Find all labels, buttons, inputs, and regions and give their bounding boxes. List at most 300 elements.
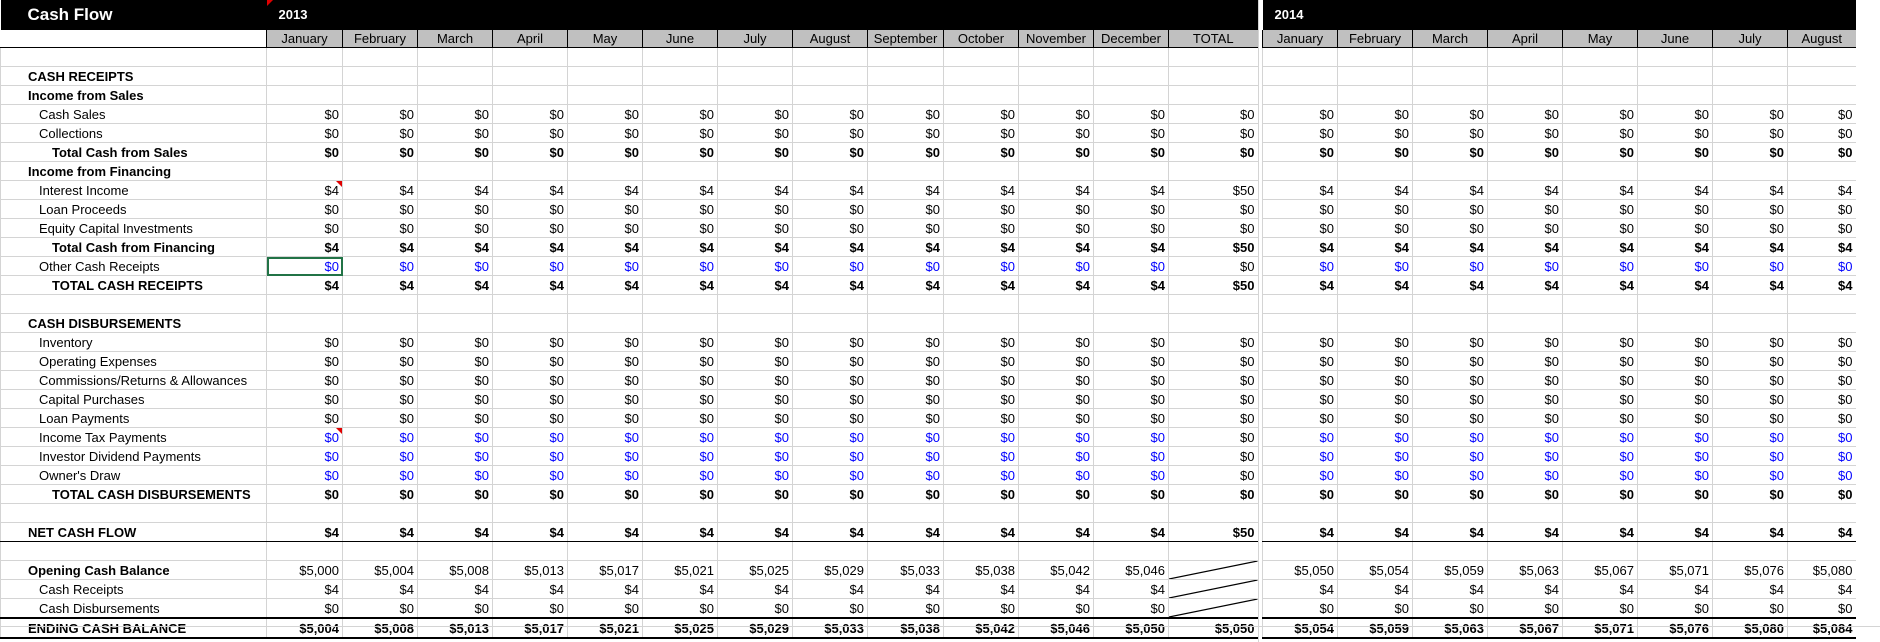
cell-total_receipts-2013-11[interactable]: $4 — [1094, 276, 1169, 295]
comment-indicator-icon[interactable] — [267, 0, 273, 6]
cell-spacer1-2013-10[interactable] — [1019, 48, 1094, 67]
cell-income_tax-2013-7[interactable]: $0 — [793, 428, 868, 447]
cell-inventory-2014-0[interactable]: $0 — [1263, 333, 1338, 352]
cell-spacer1-2013-12[interactable] — [1169, 48, 1259, 67]
cell-loan_proceeds-2013-6[interactable]: $0 — [718, 200, 793, 219]
cell-income_tax-2013-5[interactable]: $0 — [643, 428, 718, 447]
cell-cash_disbursements-2013-8[interactable] — [868, 314, 944, 333]
cell-income_tax-2014-6[interactable]: $0 — [1713, 428, 1788, 447]
cell-cash_disbursements_line-2014-4[interactable]: $0 — [1563, 599, 1638, 619]
cell-cash_receipts_line-2014-3[interactable]: $4 — [1488, 580, 1563, 599]
cell-inventory-2013-5[interactable]: $0 — [643, 333, 718, 352]
label-income_tax[interactable]: Income Tax Payments — [1, 428, 267, 447]
cell-total_sales-2013-7[interactable]: $0 — [793, 143, 868, 162]
cell-total_receipts-2014-5[interactable]: $4 — [1638, 276, 1713, 295]
cell-spacer4-2013-6[interactable] — [718, 542, 793, 561]
cell-spacer2-2014-5[interactable] — [1638, 295, 1713, 314]
cell-investor_dividend-2014-4[interactable]: $0 — [1563, 447, 1638, 466]
cell-cash_disbursements_line-2013-5[interactable]: $0 — [643, 599, 718, 619]
cell-loan_payments-2014-3[interactable]: $0 — [1488, 409, 1563, 428]
cell-cash_receipts_line-2014-0[interactable]: $4 — [1263, 580, 1338, 599]
cell-cash_disbursements-2014-0[interactable] — [1263, 314, 1338, 333]
cell-investor_dividend-2014-0[interactable]: $0 — [1263, 447, 1338, 466]
cell-net_cash_flow-2014-7[interactable]: $4 — [1788, 523, 1856, 542]
cell-opening_balance-2014-7[interactable]: $5,080 — [1788, 561, 1856, 580]
cell-interest_income-2013-10[interactable]: $4 — [1019, 181, 1094, 200]
month-header-2014-3[interactable]: April — [1488, 30, 1563, 48]
cell-total_sales-2013-2[interactable]: $0 — [418, 143, 493, 162]
cell-commissions-2014-7[interactable]: $0 — [1788, 371, 1856, 390]
cell-spacer2-2013-10[interactable] — [1019, 295, 1094, 314]
cell-other_receipts-2013-3[interactable]: $0 — [493, 257, 568, 276]
cell-total_receipts-2013-4[interactable]: $4 — [568, 276, 643, 295]
cell-spacer2-2013-8[interactable] — [868, 295, 944, 314]
cell-capital_purchases-2014-6[interactable]: $0 — [1713, 390, 1788, 409]
cell-cash_sales-2013-10[interactable]: $0 — [1019, 105, 1094, 124]
cell-total_financing-2014-1[interactable]: $4 — [1338, 238, 1413, 257]
cell-income_sales-2013-6[interactable] — [718, 86, 793, 105]
cell-income_financing-2014-5[interactable] — [1638, 162, 1713, 181]
cell-cash_sales-2013-9[interactable]: $0 — [944, 105, 1019, 124]
cell-loan_proceeds-2013-9[interactable]: $0 — [944, 200, 1019, 219]
cell-capital_purchases-2013-3[interactable]: $0 — [493, 390, 568, 409]
cell-spacer4-2013-5[interactable] — [643, 542, 718, 561]
cell-spacer1-2014-4[interactable] — [1563, 48, 1638, 67]
cell-opening_balance-2014-4[interactable]: $5,067 — [1563, 561, 1638, 580]
cell-cash_disbursements-2013-4[interactable] — [568, 314, 643, 333]
cell-cash_disbursements-2013-1[interactable] — [343, 314, 418, 333]
cell-spacer2-2014-4[interactable] — [1563, 295, 1638, 314]
month-header-2014-6[interactable]: July — [1713, 30, 1788, 48]
cell-income_financing-2014-1[interactable] — [1338, 162, 1413, 181]
cell-ending_balance-2014-2[interactable]: $5,063 — [1413, 618, 1488, 638]
cell-collections-2014-2[interactable]: $0 — [1413, 124, 1488, 143]
cell-spacer2-2013-6[interactable] — [718, 295, 793, 314]
cell-income_sales-2014-1[interactable] — [1338, 86, 1413, 105]
cell-cash_receipts_line-2013-0[interactable]: $4 — [267, 580, 343, 599]
cell-loan_proceeds-2013-10[interactable]: $0 — [1019, 200, 1094, 219]
cell-commissions-2013-8[interactable]: $0 — [868, 371, 944, 390]
cell-commissions-2013-12[interactable]: $0 — [1169, 371, 1259, 390]
label-interest_income[interactable]: Interest Income — [1, 181, 267, 200]
cell-income_tax-2014-4[interactable]: $0 — [1563, 428, 1638, 447]
cell-income_sales-2014-3[interactable] — [1488, 86, 1563, 105]
cell-loan_proceeds-2013-8[interactable]: $0 — [868, 200, 944, 219]
cell-loan_payments-2013-4[interactable]: $0 — [568, 409, 643, 428]
cell-cash_sales-2013-12[interactable]: $0 — [1169, 105, 1259, 124]
cell-opening_balance-2013-6[interactable]: $5,025 — [718, 561, 793, 580]
label-spacer4[interactable] — [1, 542, 267, 561]
cell-cash_disbursements_line-2013-3[interactable]: $0 — [493, 599, 568, 619]
cell-loan_proceeds-2014-7[interactable]: $0 — [1788, 200, 1856, 219]
cell-commissions-2013-6[interactable]: $0 — [718, 371, 793, 390]
cell-equity_capital-2014-1[interactable]: $0 — [1338, 219, 1413, 238]
cell-total_sales-2013-4[interactable]: $0 — [568, 143, 643, 162]
cell-inventory-2013-0[interactable]: $0 — [267, 333, 343, 352]
cell-spacer3-2014-6[interactable] — [1713, 504, 1788, 523]
cell-income_tax-2013-11[interactable]: $0 — [1094, 428, 1169, 447]
cell-equity_capital-2013-5[interactable]: $0 — [643, 219, 718, 238]
cell-income_financing-2013-10[interactable] — [1019, 162, 1094, 181]
cell-owners_draw-2013-1[interactable]: $0 — [343, 466, 418, 485]
cell-ending_balance-2013-4[interactable]: $5,021 — [568, 618, 643, 638]
cell-total_financing-2014-4[interactable]: $4 — [1563, 238, 1638, 257]
diag-cell-cash_receipts_line[interactable] — [1169, 580, 1259, 599]
cell-cash_disbursements_line-2013-9[interactable]: $0 — [944, 599, 1019, 619]
cell-cash_sales-2013-1[interactable]: $0 — [343, 105, 418, 124]
cell-total_financing-2013-6[interactable]: $4 — [718, 238, 793, 257]
cell-total_disbursements-2013-12[interactable]: $0 — [1169, 485, 1259, 504]
cell-cash_disbursements_line-2014-5[interactable]: $0 — [1638, 599, 1713, 619]
month-header-2013-1[interactable]: February — [343, 30, 418, 48]
cell-inventory-2013-4[interactable]: $0 — [568, 333, 643, 352]
cell-collections-2014-6[interactable]: $0 — [1713, 124, 1788, 143]
cell-income_sales-2013-9[interactable] — [944, 86, 1019, 105]
cell-investor_dividend-2014-7[interactable]: $0 — [1788, 447, 1856, 466]
cell-total_financing-2013-2[interactable]: $4 — [418, 238, 493, 257]
cell-cash_receipts-2014-6[interactable] — [1713, 67, 1788, 86]
cell-interest_income-2014-1[interactable]: $4 — [1338, 181, 1413, 200]
cell-loan_proceeds-2014-4[interactable]: $0 — [1563, 200, 1638, 219]
cell-inventory-2013-8[interactable]: $0 — [868, 333, 944, 352]
cell-total_sales-2013-10[interactable]: $0 — [1019, 143, 1094, 162]
cell-income_tax-2014-1[interactable]: $0 — [1338, 428, 1413, 447]
cell-ending_balance-2013-7[interactable]: $5,033 — [793, 618, 868, 638]
cell-total_sales-2014-3[interactable]: $0 — [1488, 143, 1563, 162]
cell-capital_purchases-2013-11[interactable]: $0 — [1094, 390, 1169, 409]
cell-commissions-2013-1[interactable]: $0 — [343, 371, 418, 390]
cell-net_cash_flow-2013-12[interactable]: $50 — [1169, 523, 1259, 542]
cell-cash_receipts-2013-10[interactable] — [1019, 67, 1094, 86]
cell-owners_draw-2014-6[interactable]: $0 — [1713, 466, 1788, 485]
cell-spacer4-2014-2[interactable] — [1413, 542, 1488, 561]
cell-operating_expenses-2014-6[interactable]: $0 — [1713, 352, 1788, 371]
cell-owners_draw-2013-4[interactable]: $0 — [568, 466, 643, 485]
cell-spacer3-2013-4[interactable] — [568, 504, 643, 523]
cell-inventory-2014-1[interactable]: $0 — [1338, 333, 1413, 352]
year-2014-header[interactable]: 2014 — [1263, 0, 1856, 30]
cell-income_financing-2013-6[interactable] — [718, 162, 793, 181]
cell-spacer3-2014-4[interactable] — [1563, 504, 1638, 523]
cell-total_receipts-2013-8[interactable]: $4 — [868, 276, 944, 295]
cell-interest_income-2013-12[interactable]: $50 — [1169, 181, 1259, 200]
cell-spacer2-2013-5[interactable] — [643, 295, 718, 314]
cell-total_disbursements-2014-7[interactable]: $0 — [1788, 485, 1856, 504]
cell-owners_draw-2014-0[interactable]: $0 — [1263, 466, 1338, 485]
cell-ending_balance-2013-5[interactable]: $5,025 — [643, 618, 718, 638]
cell-loan_proceeds-2013-2[interactable]: $0 — [418, 200, 493, 219]
cell-total_disbursements-2013-11[interactable]: $0 — [1094, 485, 1169, 504]
label-cash_disbursements_line[interactable]: Cash Disbursements — [1, 599, 267, 619]
cell-investor_dividend-2014-1[interactable]: $0 — [1338, 447, 1413, 466]
cell-operating_expenses-2013-2[interactable]: $0 — [418, 352, 493, 371]
cell-capital_purchases-2013-12[interactable]: $0 — [1169, 390, 1259, 409]
label-spacer3[interactable] — [1, 504, 267, 523]
cell-cash_disbursements-2014-1[interactable] — [1338, 314, 1413, 333]
cell-spacer4-2014-5[interactable] — [1638, 542, 1713, 561]
cell-net_cash_flow-2013-4[interactable]: $4 — [568, 523, 643, 542]
cell-operating_expenses-2014-5[interactable]: $0 — [1638, 352, 1713, 371]
cell-total_sales-2013-3[interactable]: $0 — [493, 143, 568, 162]
cell-total_disbursements-2013-4[interactable]: $0 — [568, 485, 643, 504]
cell-ending_balance-2014-7[interactable]: $5,084 — [1788, 618, 1856, 638]
cell-other_receipts-2013-9[interactable]: $0 — [944, 257, 1019, 276]
cell-collections-2013-7[interactable]: $0 — [793, 124, 868, 143]
cell-total_sales-2014-5[interactable]: $0 — [1638, 143, 1713, 162]
cell-net_cash_flow-2013-3[interactable]: $4 — [493, 523, 568, 542]
cell-cash_sales-2014-4[interactable]: $0 — [1563, 105, 1638, 124]
cell-cash_disbursements_line-2013-4[interactable]: $0 — [568, 599, 643, 619]
cell-cash_disbursements-2013-11[interactable] — [1094, 314, 1169, 333]
cell-ending_balance-2013-1[interactable]: $5,008 — [343, 618, 418, 638]
cell-total_receipts-2013-10[interactable]: $4 — [1019, 276, 1094, 295]
cell-loan_payments-2013-1[interactable]: $0 — [343, 409, 418, 428]
cell-cash_receipts_line-2013-8[interactable]: $4 — [868, 580, 944, 599]
cell-loan_proceeds-2013-12[interactable]: $0 — [1169, 200, 1259, 219]
cell-equity_capital-2013-6[interactable]: $0 — [718, 219, 793, 238]
cell-cash_sales-2013-7[interactable]: $0 — [793, 105, 868, 124]
cell-equity_capital-2013-8[interactable]: $0 — [868, 219, 944, 238]
cell-cash_disbursements-2013-12[interactable] — [1169, 314, 1259, 333]
cell-interest_income-2013-3[interactable]: $4 — [493, 181, 568, 200]
cell-collections-2014-5[interactable]: $0 — [1638, 124, 1713, 143]
cell-total_disbursements-2013-5[interactable]: $0 — [643, 485, 718, 504]
cell-total_receipts-2013-6[interactable]: $4 — [718, 276, 793, 295]
cell-other_receipts-2013-7[interactable]: $0 — [793, 257, 868, 276]
cell-commissions-2014-0[interactable]: $0 — [1263, 371, 1338, 390]
cell-income_tax-2013-3[interactable]: $0 — [493, 428, 568, 447]
label-total_financing[interactable]: Total Cash from Financing — [1, 238, 267, 257]
cell-other_receipts-2014-7[interactable]: $0 — [1788, 257, 1856, 276]
cell-income_sales-2014-0[interactable] — [1263, 86, 1338, 105]
cell-spacer2-2013-3[interactable] — [493, 295, 568, 314]
cell-cash_sales-2013-4[interactable]: $0 — [568, 105, 643, 124]
cell-opening_balance-2014-0[interactable]: $5,050 — [1263, 561, 1338, 580]
cell-owners_draw-2014-1[interactable]: $0 — [1338, 466, 1413, 485]
cell-inventory-2013-1[interactable]: $0 — [343, 333, 418, 352]
cell-commissions-2013-11[interactable]: $0 — [1094, 371, 1169, 390]
cell-commissions-2014-6[interactable]: $0 — [1713, 371, 1788, 390]
cell-income_sales-2013-2[interactable] — [418, 86, 493, 105]
cell-opening_balance-2013-0[interactable]: $5,000 — [267, 561, 343, 580]
cell-inventory-2014-2[interactable]: $0 — [1413, 333, 1488, 352]
cell-spacer4-2013-8[interactable] — [868, 542, 944, 561]
cell-total_disbursements-2013-9[interactable]: $0 — [944, 485, 1019, 504]
cell-total_financing-2013-1[interactable]: $4 — [343, 238, 418, 257]
cell-total_disbursements-2013-10[interactable]: $0 — [1019, 485, 1094, 504]
cell-interest_income-2013-0[interactable]: $4 — [267, 181, 343, 200]
cell-income_tax-2013-6[interactable]: $0 — [718, 428, 793, 447]
cell-capital_purchases-2013-9[interactable]: $0 — [944, 390, 1019, 409]
cell-operating_expenses-2013-10[interactable]: $0 — [1019, 352, 1094, 371]
cell-operating_expenses-2013-6[interactable]: $0 — [718, 352, 793, 371]
cell-total_financing-2013-12[interactable]: $50 — [1169, 238, 1259, 257]
cell-collections-2013-9[interactable]: $0 — [944, 124, 1019, 143]
cell-net_cash_flow-2013-9[interactable]: $4 — [944, 523, 1019, 542]
cell-operating_expenses-2013-4[interactable]: $0 — [568, 352, 643, 371]
cell-total_financing-2013-0[interactable]: $4 — [267, 238, 343, 257]
cell-operating_expenses-2013-0[interactable]: $0 — [267, 352, 343, 371]
cell-investor_dividend-2013-9[interactable]: $0 — [944, 447, 1019, 466]
cell-cash_disbursements_line-2013-2[interactable]: $0 — [418, 599, 493, 619]
cell-total_sales-2013-1[interactable]: $0 — [343, 143, 418, 162]
cell-equity_capital-2014-6[interactable]: $0 — [1713, 219, 1788, 238]
cell-income_sales-2013-0[interactable] — [267, 86, 343, 105]
cell-operating_expenses-2013-7[interactable]: $0 — [793, 352, 868, 371]
cell-investor_dividend-2013-11[interactable]: $0 — [1094, 447, 1169, 466]
cell-spacer4-2013-1[interactable] — [343, 542, 418, 561]
cell-loan_proceeds-2013-4[interactable]: $0 — [568, 200, 643, 219]
cell-spacer3-2014-7[interactable] — [1788, 504, 1856, 523]
cell-spacer3-2013-1[interactable] — [343, 504, 418, 523]
month-header-2013-9[interactable]: October — [944, 30, 1019, 48]
cell-total_receipts-2014-4[interactable]: $4 — [1563, 276, 1638, 295]
cell-ending_balance-2013-0[interactable]: $5,004 — [267, 618, 343, 638]
cell-cash_sales-2013-11[interactable]: $0 — [1094, 105, 1169, 124]
cell-other_receipts-2013-10[interactable]: $0 — [1019, 257, 1094, 276]
cell-spacer4-2014-3[interactable] — [1488, 542, 1563, 561]
month-header-2013-3[interactable]: April — [493, 30, 568, 48]
cell-operating_expenses-2013-1[interactable]: $0 — [343, 352, 418, 371]
cell-cash_disbursements_line-2013-11[interactable]: $0 — [1094, 599, 1169, 619]
cell-ending_balance-2014-1[interactable]: $5,059 — [1338, 618, 1413, 638]
cell-owners_draw-2013-0[interactable]: $0 — [267, 466, 343, 485]
cell-equity_capital-2014-7[interactable]: $0 — [1788, 219, 1856, 238]
month-header-2014-2[interactable]: March — [1413, 30, 1488, 48]
cell-spacer4-2013-11[interactable] — [1094, 542, 1169, 561]
cell-total_disbursements-2013-8[interactable]: $0 — [868, 485, 944, 504]
cell-income_sales-2013-5[interactable] — [643, 86, 718, 105]
cell-income_financing-2013-12[interactable] — [1169, 162, 1259, 181]
cell-other_receipts-2014-1[interactable]: $0 — [1338, 257, 1413, 276]
cell-opening_balance-2013-1[interactable]: $5,004 — [343, 561, 418, 580]
cell-opening_balance-2013-10[interactable]: $5,042 — [1019, 561, 1094, 580]
cell-equity_capital-2013-10[interactable]: $0 — [1019, 219, 1094, 238]
cell-commissions-2014-4[interactable]: $0 — [1563, 371, 1638, 390]
cell-spacer3-2013-10[interactable] — [1019, 504, 1094, 523]
cell-loan_payments-2014-2[interactable]: $0 — [1413, 409, 1488, 428]
month-header-2013-12[interactable]: TOTAL — [1169, 30, 1259, 48]
cell-owners_draw-2014-3[interactable]: $0 — [1488, 466, 1563, 485]
cell-investor_dividend-2013-2[interactable]: $0 — [418, 447, 493, 466]
cell-net_cash_flow-2013-6[interactable]: $4 — [718, 523, 793, 542]
cell-total_receipts-2014-1[interactable]: $4 — [1338, 276, 1413, 295]
month-header-2013-6[interactable]: July — [718, 30, 793, 48]
cell-interest_income-2014-4[interactable]: $4 — [1563, 181, 1638, 200]
cell-interest_income-2013-11[interactable]: $4 — [1094, 181, 1169, 200]
cell-total_disbursements-2013-3[interactable]: $0 — [493, 485, 568, 504]
cell-cash_disbursements_line-2014-7[interactable]: $0 — [1788, 599, 1856, 619]
cell-other_receipts-2013-6[interactable]: $0 — [718, 257, 793, 276]
cell-income_financing-2013-9[interactable] — [944, 162, 1019, 181]
cell-income_financing-2013-11[interactable] — [1094, 162, 1169, 181]
month-header-2013-11[interactable]: December — [1094, 30, 1169, 48]
cell-income_tax-2013-10[interactable]: $0 — [1019, 428, 1094, 447]
cell-other_receipts-2014-4[interactable]: $0 — [1563, 257, 1638, 276]
cell-cash_receipts-2014-5[interactable] — [1638, 67, 1713, 86]
cell-total_sales-2014-4[interactable]: $0 — [1563, 143, 1638, 162]
cell-collections-2013-4[interactable]: $0 — [568, 124, 643, 143]
cell-spacer1-2013-8[interactable] — [868, 48, 944, 67]
cell-investor_dividend-2013-6[interactable]: $0 — [718, 447, 793, 466]
cell-total_disbursements-2014-3[interactable]: $0 — [1488, 485, 1563, 504]
cell-spacer3-2014-3[interactable] — [1488, 504, 1563, 523]
cell-net_cash_flow-2013-7[interactable]: $4 — [793, 523, 868, 542]
cell-income_financing-2013-2[interactable] — [418, 162, 493, 181]
cell-spacer2-2013-9[interactable] — [944, 295, 1019, 314]
cell-cash_disbursements_line-2013-0[interactable]: $0 — [267, 599, 343, 619]
cell-owners_draw-2013-6[interactable]: $0 — [718, 466, 793, 485]
cell-spacer4-2013-3[interactable] — [493, 542, 568, 561]
cell-total_receipts-2014-0[interactable]: $4 — [1263, 276, 1338, 295]
cell-total_sales-2013-5[interactable]: $0 — [643, 143, 718, 162]
cell-net_cash_flow-2013-10[interactable]: $4 — [1019, 523, 1094, 542]
cell-inventory-2013-9[interactable]: $0 — [944, 333, 1019, 352]
cell-ending_balance-2013-6[interactable]: $5,029 — [718, 618, 793, 638]
cell-total_sales-2013-11[interactable]: $0 — [1094, 143, 1169, 162]
cell-equity_capital-2013-2[interactable]: $0 — [418, 219, 493, 238]
cell-loan_proceeds-2014-0[interactable]: $0 — [1263, 200, 1338, 219]
cell-cash_disbursements_line-2013-6[interactable]: $0 — [718, 599, 793, 619]
cell-net_cash_flow-2013-5[interactable]: $4 — [643, 523, 718, 542]
cell-spacer4-2013-2[interactable] — [418, 542, 493, 561]
label-spacer2[interactable] — [1, 295, 267, 314]
cell-spacer3-2013-7[interactable] — [793, 504, 868, 523]
label-cash_receipts_line[interactable]: Cash Receipts — [1, 580, 267, 599]
cell-cash_disbursements-2014-6[interactable] — [1713, 314, 1788, 333]
cell-commissions-2013-7[interactable]: $0 — [793, 371, 868, 390]
cell-spacer3-2014-1[interactable] — [1338, 504, 1413, 523]
cell-spacer3-2014-0[interactable] — [1263, 504, 1338, 523]
cell-cash_receipts_line-2013-2[interactable]: $4 — [418, 580, 493, 599]
cell-other_receipts-2014-5[interactable]: $0 — [1638, 257, 1713, 276]
cell-spacer1-2013-7[interactable] — [793, 48, 868, 67]
cell-spacer1-2014-7[interactable] — [1788, 48, 1856, 67]
cell-cash_receipts-2014-2[interactable] — [1413, 67, 1488, 86]
cell-income_tax-2013-4[interactable]: $0 — [568, 428, 643, 447]
cell-capital_purchases-2013-5[interactable]: $0 — [643, 390, 718, 409]
cell-spacer4-2014-7[interactable] — [1788, 542, 1856, 561]
month-header-2013-10[interactable]: November — [1019, 30, 1094, 48]
cell-investor_dividend-2013-1[interactable]: $0 — [343, 447, 418, 466]
cell-loan_proceeds-2013-3[interactable]: $0 — [493, 200, 568, 219]
cell-income_sales-2013-8[interactable] — [868, 86, 944, 105]
cell-net_cash_flow-2014-1[interactable]: $4 — [1338, 523, 1413, 542]
label-equity_capital[interactable]: Equity Capital Investments — [1, 219, 267, 238]
cell-operating_expenses-2013-5[interactable]: $0 — [643, 352, 718, 371]
cell-capital_purchases-2013-2[interactable]: $0 — [418, 390, 493, 409]
cell-owners_draw-2013-7[interactable]: $0 — [793, 466, 868, 485]
cell-loan_payments-2013-3[interactable]: $0 — [493, 409, 568, 428]
month-header-blank[interactable] — [1, 30, 267, 48]
cell-interest_income-2013-9[interactable]: $4 — [944, 181, 1019, 200]
cell-equity_capital-2014-3[interactable]: $0 — [1488, 219, 1563, 238]
cell-loan_proceeds-2014-2[interactable]: $0 — [1413, 200, 1488, 219]
label-collections[interactable]: Collections — [1, 124, 267, 143]
cell-cash_sales-2013-0[interactable]: $0 — [267, 105, 343, 124]
cell-other_receipts-2013-1[interactable]: $0 — [343, 257, 418, 276]
cell-net_cash_flow-2014-5[interactable]: $4 — [1638, 523, 1713, 542]
cell-inventory-2014-6[interactable]: $0 — [1713, 333, 1788, 352]
cell-loan_proceeds-2013-7[interactable]: $0 — [793, 200, 868, 219]
cell-cash_disbursements-2013-2[interactable] — [418, 314, 493, 333]
cell-spacer2-2013-1[interactable] — [343, 295, 418, 314]
cell-operating_expenses-2013-11[interactable]: $0 — [1094, 352, 1169, 371]
cell-cash_sales-2014-7[interactable]: $0 — [1788, 105, 1856, 124]
cell-commissions-2013-4[interactable]: $0 — [568, 371, 643, 390]
cell-loan_proceeds-2013-0[interactable]: $0 — [267, 200, 343, 219]
cell-owners_draw-2014-5[interactable]: $0 — [1638, 466, 1713, 485]
